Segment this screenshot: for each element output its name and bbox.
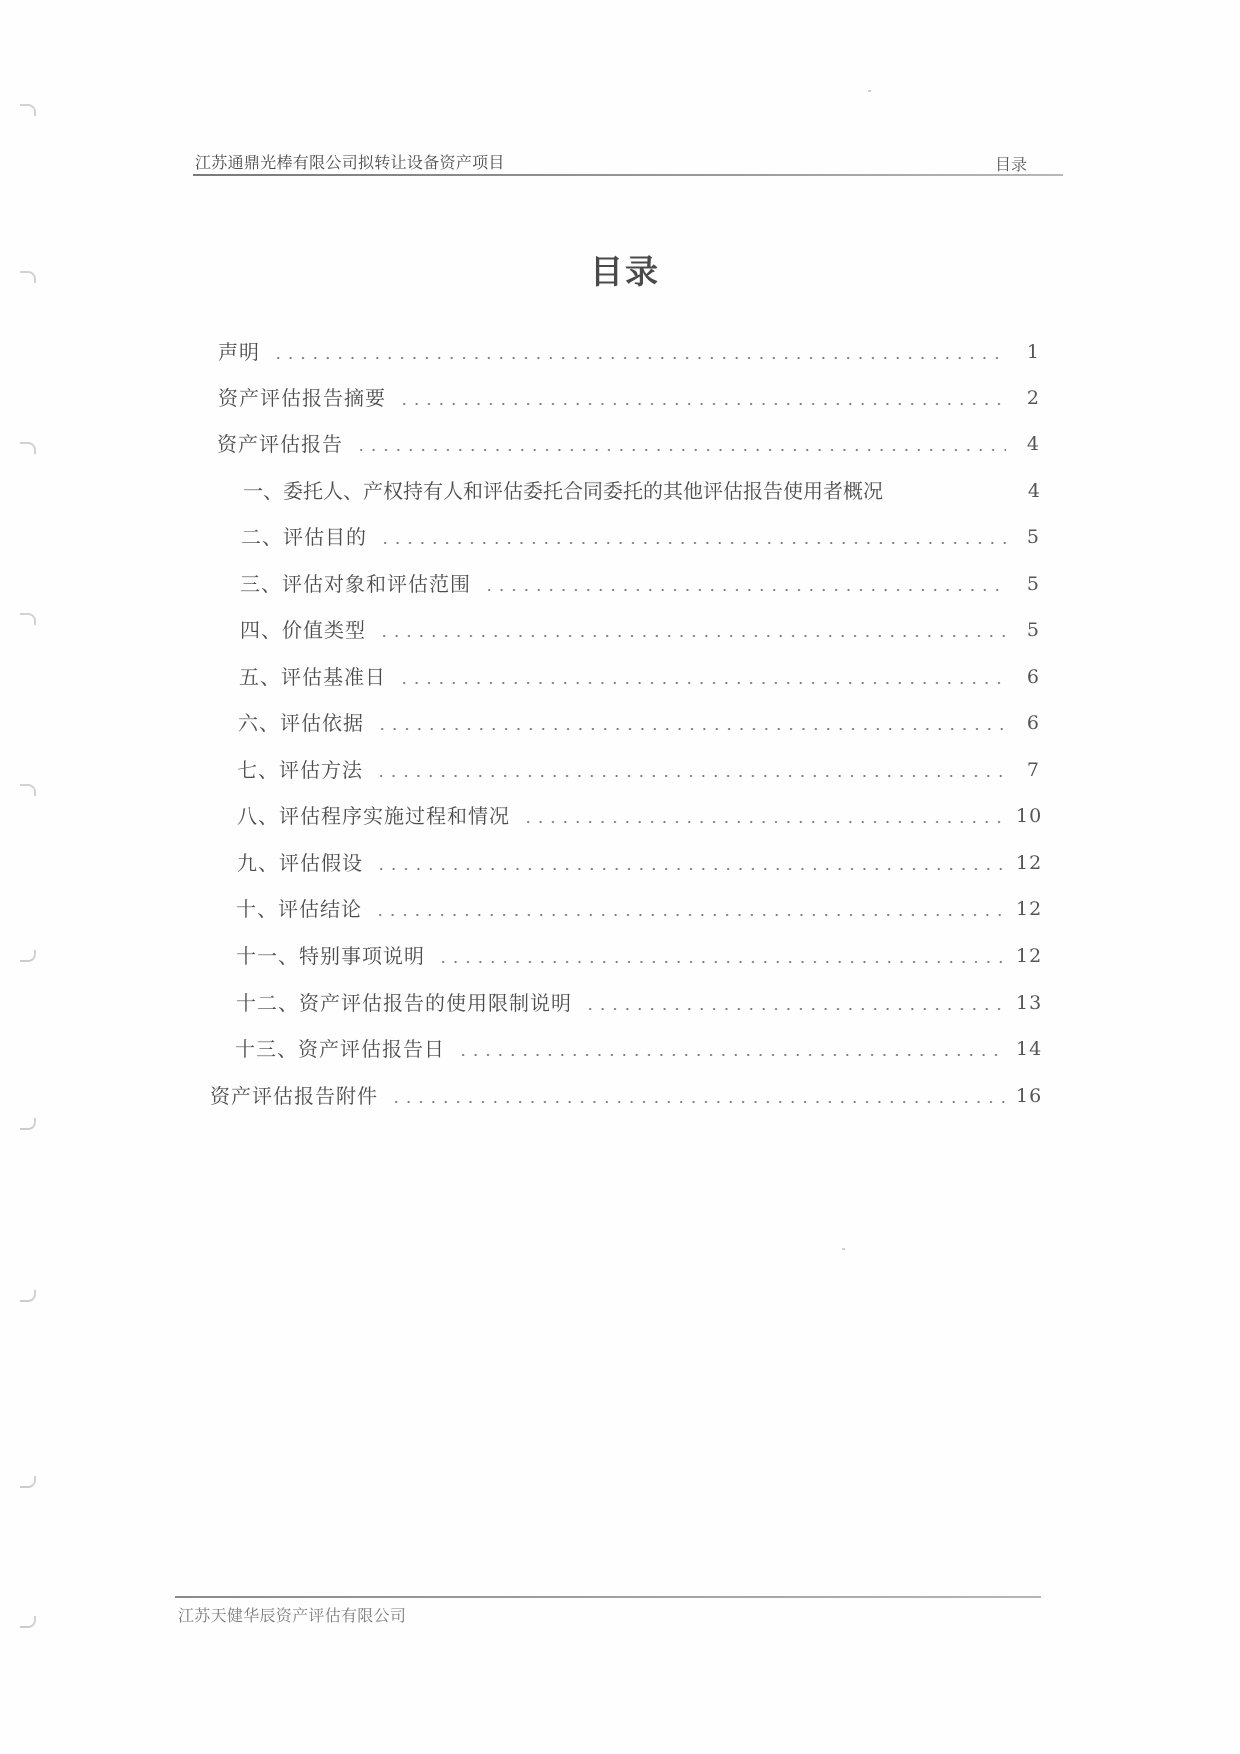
scan-speck xyxy=(842,1248,845,1250)
toc-entry-label: 六、评估依据 xyxy=(238,711,364,735)
toc-entry-page: 12 xyxy=(1016,945,1043,967)
header-section-label: 目录 xyxy=(995,155,1028,174)
toc-entry-section-13[interactable] xyxy=(235,1036,1043,1062)
toc-entry-label: 三、评估对象和评估范围 xyxy=(240,572,471,596)
toc-entry-label: 一、委托人、产权持有人和评估委托合同委托的其他评估报告使用者概况 xyxy=(243,479,883,503)
dot-leader xyxy=(889,500,1010,504)
dot-leader xyxy=(376,727,1006,731)
toc-entry-page: 14 xyxy=(1016,1038,1043,1060)
toc-entry-page: 13 xyxy=(1016,992,1043,1014)
toc-entry-page: 12 xyxy=(1016,852,1043,874)
dot-leader xyxy=(390,1100,1006,1104)
toc-entry-section-8[interactable] xyxy=(237,803,1043,829)
toc-entry-page: 16 xyxy=(1016,1085,1043,1107)
toc-entry-label: 八、评估程序实施过程和情况 xyxy=(237,804,510,828)
binder-hole-icon xyxy=(20,613,36,625)
toc-entry-page: 4 xyxy=(1026,433,1040,455)
binder-hole-icon xyxy=(20,1616,36,1628)
toc-entry-label: 资产评估报告 xyxy=(217,432,343,456)
toc-entry-page: 2 xyxy=(1026,387,1040,409)
binder-hole-icon xyxy=(20,1118,36,1130)
toc-entry-page: 10 xyxy=(1016,805,1043,827)
toc-entry-page: 12 xyxy=(1016,898,1043,920)
toc-entry-section-2[interactable] xyxy=(241,524,1040,550)
toc-entry-page: 5 xyxy=(1026,619,1040,641)
dot-leader xyxy=(437,960,1006,964)
toc-entry-section-3[interactable] xyxy=(240,571,1040,597)
binder-hole-icon xyxy=(20,104,36,116)
dot-leader xyxy=(379,541,1006,545)
toc-entry-section-12[interactable] xyxy=(236,990,1043,1016)
toc-entry-section-9[interactable] xyxy=(237,850,1043,876)
dot-leader xyxy=(378,634,1006,638)
binder-hole-icon xyxy=(20,784,36,796)
header-divider xyxy=(193,174,1063,176)
dot-leader xyxy=(375,774,1006,778)
dot-leader xyxy=(272,356,1006,360)
toc-entry-page: 6 xyxy=(1026,666,1040,688)
dot-leader xyxy=(398,681,1006,685)
toc-entry-label: 二、评估目的 xyxy=(241,525,367,549)
footer-company-name: 江苏天健华辰资产评估有限公司 xyxy=(178,1606,407,1625)
dot-leader xyxy=(584,1007,1006,1011)
toc-entry-page: 6 xyxy=(1026,712,1040,734)
dot-leader xyxy=(355,448,1006,452)
toc-entry-label: 十一、特别事项说明 xyxy=(236,944,425,968)
toc-entry-statement[interactable] xyxy=(218,339,1040,365)
toc-entry-page: 1 xyxy=(1026,341,1040,363)
binder-hole-icon xyxy=(20,442,36,454)
binder-hole-icon xyxy=(20,1476,36,1488)
toc-entry-section-10[interactable] xyxy=(236,896,1043,922)
toc-entry-appendix[interactable] xyxy=(210,1083,1043,1109)
scan-speck xyxy=(868,90,871,92)
dot-leader xyxy=(483,588,1006,592)
toc-entry-section-7[interactable] xyxy=(237,757,1040,783)
toc-entry-report[interactable] xyxy=(217,431,1040,457)
toc-entry-page: 5 xyxy=(1026,573,1040,595)
toc-entry-label: 五、评估基准日 xyxy=(239,665,386,689)
toc-entry-page: 5 xyxy=(1026,526,1040,548)
dot-leader xyxy=(457,1053,1006,1057)
toc-entry-label: 十二、资产评估报告的使用限制说明 xyxy=(236,991,572,1015)
toc-entry-section-11[interactable] xyxy=(236,943,1043,969)
toc-entry-section-6[interactable] xyxy=(238,710,1040,736)
binder-hole-icon xyxy=(20,1290,36,1302)
dot-leader xyxy=(398,402,1006,406)
toc-entry-label: 资产评估报告附件 xyxy=(210,1084,378,1108)
toc-entry-page: 4 xyxy=(1027,480,1040,502)
dot-leader xyxy=(374,913,1006,917)
toc-entry-section-1[interactable] xyxy=(243,478,1040,504)
toc-entry-section-4[interactable] xyxy=(240,617,1040,643)
toc-entry-label: 四、价值类型 xyxy=(240,618,366,642)
dot-leader xyxy=(375,867,1006,871)
footer-divider xyxy=(175,1596,1041,1598)
page-title: 目录 xyxy=(590,252,660,291)
toc-entry-label: 七、评估方法 xyxy=(237,758,363,782)
running-header xyxy=(193,150,1063,174)
toc-entry-label: 十三、资产评估报告日 xyxy=(235,1037,445,1061)
dot-leader xyxy=(522,820,1006,824)
binder-hole-icon xyxy=(20,950,36,962)
toc-entry-label: 资产评估报告摘要 xyxy=(218,386,386,410)
toc-entry-label: 十、评估结论 xyxy=(236,897,362,921)
toc-entry-report-summary[interactable] xyxy=(218,385,1040,411)
toc-entry-label: 声明 xyxy=(218,340,260,364)
header-project-title: 江苏通鼎光棒有限公司拟转让设备资产项目 xyxy=(195,153,505,172)
toc-entry-label: 九、评估假设 xyxy=(237,851,363,875)
toc-entry-page: 7 xyxy=(1026,759,1040,781)
toc-entry-section-5[interactable] xyxy=(239,664,1040,690)
